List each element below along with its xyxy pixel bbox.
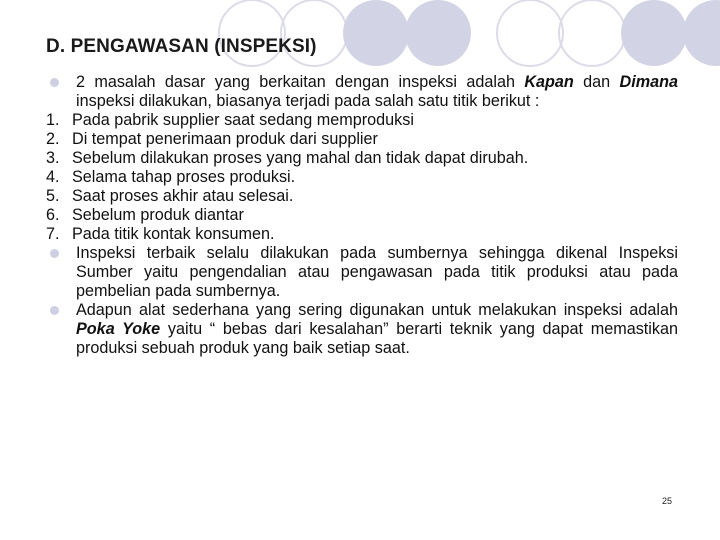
emphasis-poka-yoke: Poka Yoke	[76, 320, 161, 338]
item-number: 4.	[46, 168, 60, 186]
item-number: 1.	[46, 111, 60, 129]
bullet-item-inspeksi-sumber	[50, 244, 678, 301]
item-number: 3.	[46, 149, 60, 167]
item-text: Sebelum produk diantar	[72, 206, 244, 224]
numbered-item	[46, 149, 678, 168]
item-text: Pada titik kontak konsumen.	[72, 225, 275, 243]
bullet-item-poka-yoke	[50, 301, 678, 358]
bullet-icon	[50, 78, 59, 87]
emphasis-kapan: Kapan	[524, 73, 574, 91]
item-text: Di tempat penerimaan produk dari supplier	[72, 130, 378, 148]
bullet-icon	[50, 306, 59, 315]
item-number: 6.	[46, 206, 60, 224]
emphasis-dimana: Dimana	[619, 73, 678, 91]
numbered-item	[46, 206, 678, 225]
slide-body	[46, 73, 679, 358]
item-text: Saat proses akhir atau selesai.	[72, 187, 294, 205]
bullet-text: Adapun alat sederhana yang sering digunakan untuk melakukan inspeksi adalah Poka Yoke yaitu “ bebas dari kesalahan” berarti teknik yang dapat memastikan produksi sebuah produk yang baik setiap saat.	[76, 301, 679, 357]
slide-title: D. PENGAWASAN (INSPEKSI)	[46, 36, 317, 57]
bullet-item-intro	[50, 73, 678, 111]
bullet-icon	[50, 249, 59, 258]
bullet-text: Inspeksi terbaik selalu dilakukan pada sumbernya sehingga dikenal Inspeksi Sumber yaitu pengendalian atau pengawasan pada titik produksi atau pada pembelian pada sumbernya.	[76, 244, 678, 300]
item-text: Pada pabrik supplier saat sedang memproduksi	[72, 111, 414, 129]
numbered-item	[46, 225, 678, 244]
item-number: 2.	[46, 130, 60, 148]
bullet-text: 2 masalah dasar yang berkaitan dengan inspeksi adalah Kapan dan Dimana inspeksi dilakukan, biasanya terjadi pada salah satu titik berikut :	[76, 73, 678, 110]
numbered-item	[46, 187, 678, 206]
numbered-item	[46, 111, 678, 130]
numbered-item	[46, 168, 678, 187]
item-number: 7.	[46, 225, 60, 243]
item-text: Sebelum dilakukan proses yang mahal dan tidak dapat dirubah.	[72, 149, 529, 167]
item-text: Selama tahap proses produksi.	[72, 168, 296, 186]
page-number: 25	[662, 496, 673, 506]
item-number: 5.	[46, 187, 60, 205]
numbered-item	[46, 130, 678, 149]
